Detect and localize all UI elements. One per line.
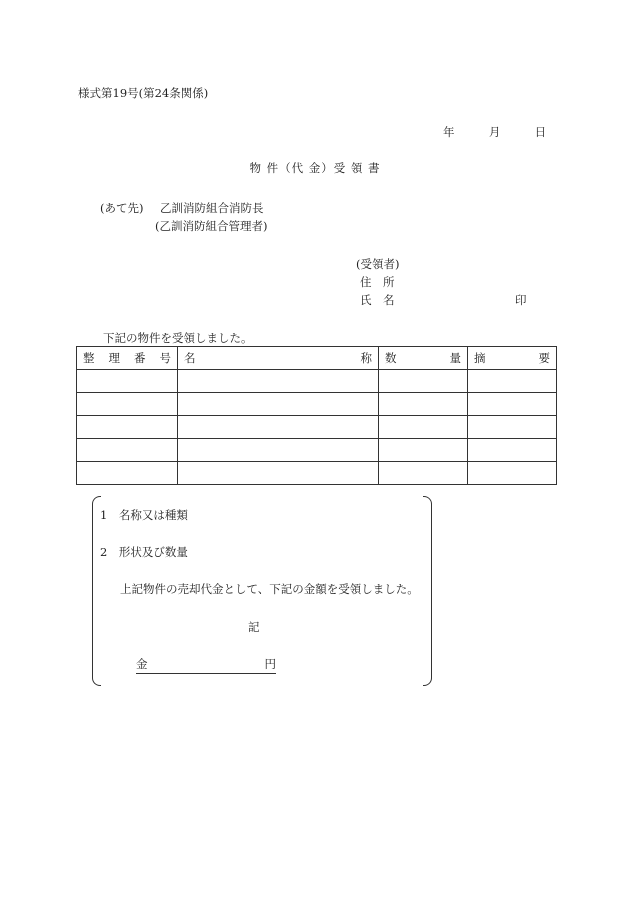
cell-number[interactable] xyxy=(77,370,178,393)
cell-remarks[interactable] xyxy=(468,370,557,393)
cell-quantity[interactable] xyxy=(379,439,468,462)
cell-number[interactable] xyxy=(77,462,178,485)
note-item-2: 2 形状及び数量 xyxy=(100,545,188,559)
cell-name[interactable] xyxy=(178,370,379,393)
cell-remarks[interactable] xyxy=(468,439,557,462)
cell-number[interactable] xyxy=(77,416,178,439)
cell-quantity[interactable] xyxy=(379,370,468,393)
cell-quantity[interactable] xyxy=(379,462,468,485)
amount-label: 金 xyxy=(136,657,148,671)
receiver-label: (受領者) xyxy=(356,257,400,271)
table-row xyxy=(77,393,557,416)
seal-mark: 印 xyxy=(515,293,527,307)
form-number: 様式第19号(第24条関係) xyxy=(78,86,209,100)
addressee-label: (あて先) xyxy=(100,201,144,215)
date-line xyxy=(443,124,546,140)
cell-name[interactable] xyxy=(178,393,379,416)
header-remarks: 摘 要 xyxy=(468,347,557,370)
year-label: 年 xyxy=(443,125,455,139)
cell-remarks[interactable] xyxy=(468,462,557,485)
table-row xyxy=(77,462,557,485)
addressee-line2: (乙訓消防組合管理者) xyxy=(155,219,268,233)
cell-number[interactable] xyxy=(77,393,178,416)
receiver-name-label: 氏 名 xyxy=(360,293,395,307)
header-quantity: 数 量 xyxy=(379,347,468,370)
cell-name[interactable] xyxy=(178,462,379,485)
note-sentence: 上記物件の売却代金として、下記の金額を受領しました。 xyxy=(120,582,419,596)
table-row xyxy=(77,439,557,462)
note-item-1: 1 名称又は種類 xyxy=(100,508,188,522)
ki-heading: 記 xyxy=(248,620,260,634)
amount-unit: 円 xyxy=(264,657,276,671)
month-label: 月 xyxy=(488,125,501,139)
header-number: 整 理 番 号 xyxy=(77,347,178,370)
cell-remarks[interactable] xyxy=(468,416,557,439)
items-table xyxy=(76,346,557,485)
document-title: 物 件（代 金）受 領 書 xyxy=(249,161,381,175)
bracket-right xyxy=(423,496,432,686)
cell-quantity[interactable] xyxy=(379,416,468,439)
receiver-address-label: 住 所 xyxy=(360,275,395,289)
day-label: 日 xyxy=(534,125,547,139)
bracket-left xyxy=(92,496,101,686)
amount-field[interactable] xyxy=(136,656,276,674)
cell-quantity[interactable] xyxy=(379,393,468,416)
cell-number[interactable] xyxy=(77,439,178,462)
cell-name[interactable] xyxy=(178,439,379,462)
table-header-row xyxy=(77,347,557,370)
intro-text: 下記の物件を受領しました。 xyxy=(103,331,253,345)
table-row xyxy=(77,370,557,393)
header-name: 名 称 xyxy=(178,347,379,370)
cell-name[interactable] xyxy=(178,416,379,439)
addressee-line1: 乙訓消防組合消防長 xyxy=(160,201,264,215)
table-row xyxy=(77,416,557,439)
cell-remarks[interactable] xyxy=(468,393,557,416)
